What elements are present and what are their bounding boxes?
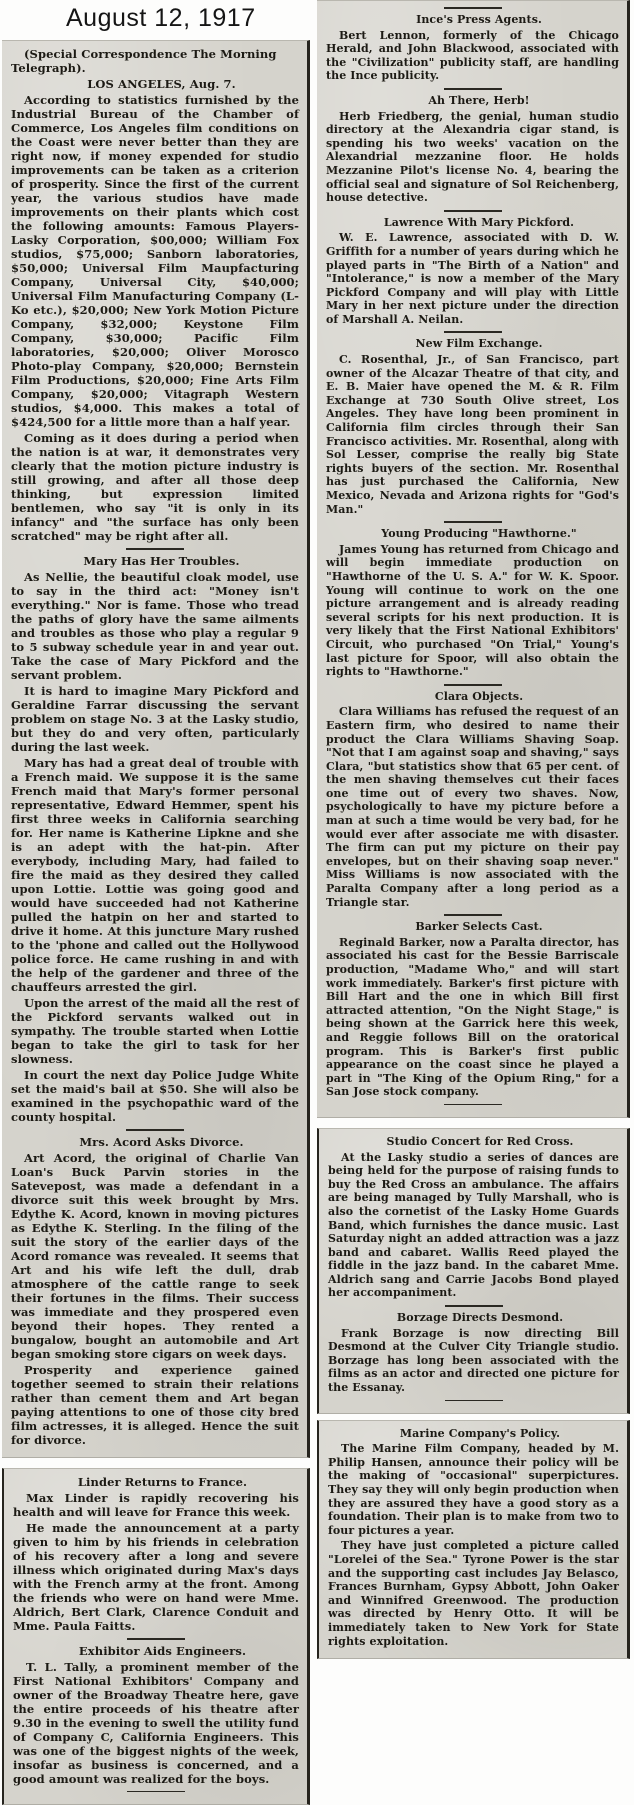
article-divider [127,1791,185,1792]
article-paragraph: The Marine Film Company, headed by M. Philip Hansen, announce their policy will be the making of "occasional" superpictures. They say they will only begin production when they are assured they have a good story as a foundation. Their plan is to make from two to four pictures a year. [328,1442,619,1537]
article-paragraph: Coming as it does during a period when the nation is at war, it demonstrates very clearly that the motion picture industry is still growing, and after all those deep thinking, but expression limited bentlemen, who say "it is only in its infancy" and "the surface has only been scratched" may be right after all. [11,431,299,543]
article-paragraph: T. L. Tally, a prominent member of the First National Exhibitors' Company and owner of the Broadway Theatre here, gave the entire proceeds of his theatre after 9.30 in the evening to swell the utility fund of Company C, California Engineers. This was one of the biggest nights of the week, insofar as business is concerned, and a good amount was realized for the boys. [13,1660,299,1786]
article-divider [127,1638,185,1640]
article-paragraph: Herb Friedberg, the genial, human studio directory at the Alexandria cigar stand, is spending his two weeks' vacation on the Alexandrial mezzanine floor. He holds Mezzanine Pilot's license No. 4, bearing the official seal and signature of Sol Reichenberg, house detective. [326,109,619,205]
article-paragraph: They have just completed a picture called "Lorelei of the Sea." Tyrone Power is the star and the supporting cast includes Jay Belasco, Frances Burnham, Gypsy Abbott, John Oaker and Winnifred Greenwood. The production was directed by Henry Otto. It will be immediately taken to New York for State rights exploitation. [328,1539,619,1648]
article-divider [444,1104,502,1105]
article-divider [444,88,502,90]
scan-gap [2,1458,310,1468]
article-paragraph: Art Acord, the original of Charlie Van Loan's Buck Parvin stories in the Satevepost, was made a defendant in a divorce suit this week brought by Mrs. Edythe K. Acord, known in moving pictures as Edythe K. Sterling. In the filing of the suit the story of the earlier days of the Acord romance was revealed. It seems that Art and his wife left the dull, drab atmosphere of the cattle range to seek their fortunes in the films. Their success was immediate and they prospered even beyond their hopes. They rented a bungalow, bought an automobile and Art began smoking store cigars on week days. [11,1151,299,1361]
article-headline: Linder Returns to France. [77,1475,248,1489]
byline: (Special Correspondence The Morning Telegraph). [11,47,277,75]
article-divider [444,684,502,686]
right-column [317,0,630,1659]
article-headline: Marine Company's Policy. [399,1426,561,1440]
article-headline: Lawrence With Mary Pickford. [383,215,575,229]
article-paragraph: At the Lasky studio a series of dances are being held for the purpose of raising funds to buy the Red Cross an ambulance. The affairs are being managed by Tully Marshall, who is also the cornetist of the Lasky Home Guards Band, which furnishes the dance music. Last Saturday night an added attraction was a jazz band and cabaret. Wallis Reed played the fiddle in the jazz band. In the cabaret Mme. Aldrich sang and Carrie Jacobs Bond played her accompaniment. [328,1150,619,1300]
article-headline: Young Producing "Hawthorne." [381,527,577,541]
article-paragraph: According to statistics furnished by the Industrial Bureau of the Chamber of Commerce, Los Angeles film conditions on the Coast were never better than they are right now, if money expended for studio improvements can be taken as a criterion of prosperity. Since the first of the current year, the various studios have made improvements on their plants which cost the following amounts: Famous Players-Lasky Corporation, $00,000; William Fox studios, $75,000; Sanborn laboratories, $50,000; Universal Film Maupfacturing Company, Universal City, $40,000; Universal Film Manufacturing Company (L-Ko etc.), $20,000; New York Motion Picture Company, $32,000; Keystone Film Company, $30,000; Pacific Film laboratories, $20,000; Oliver Morosco Photo-play Company, $20,000; Bernstein Film Productions, $20,000; Fine Arts Film Company, $20,000; Vitagraph Western studios, $4,000. This makes a total of $424,500 for a little more than a half year. [11,93,299,429]
article-paragraph: Prosperity and experience gained together seemed to strain their relations rather than cement them and Art began paying attentions to one of those city bred film actresses, it is alleged. Hence the suit for divorce. [11,1363,299,1447]
article-paragraph: It is hard to imagine Mary Pickford and Geraldine Farrar discussing the servant problem on stage No. 3 at the Lasky studio, but they do and very often, particularly during the last week. [11,684,299,754]
article-headline: Mrs. Acord Asks Divorce. [79,1135,244,1149]
article-headline: Mary Has Her Troubles. [83,554,240,568]
article-paragraph: Clara Williams has refused the request of an Eastern firm, who desired to name their product the Clara Williams Shaving Soap. "Not that I am against soap and shaving," says Clara, "but statistics show that 65 per cent. of the men shaving themselves cut their faces one time out of every two shaves. Now, psychologically to have my picture before a man at such a time would be very bad, for he would ever after associate me with disaster. The firm can put my picture on their pay envelopes, but on their shaving soap never." Miss Williams is now associated with the Paralta Company after a long period as a Triangle star. [326,705,619,909]
article-paragraph: James Young has returned from Chicago and will begin immediate production on "Hawthorne of the U. S. A." for W. K. Spoor. Young will continue to work on the one picture arrangement and is already reading several scripts for his next production. It is very likely that the First National Exhibitors' Circuit, who purchased "On Trial," Young's last picture for Spoor, will also obtain the rights to "Hawthorne." [326,542,619,679]
article-paragraph: As Nellie, the beautiful cloak model, use to say in the third act: "Money isn't everything." Nor is fame. Those who tread the paths of glory have the same ailments and troubles as those who play a regular 9 to 5 subway schedule year in and year out. Take the case of Mary Pickford and the servant problem. [11,570,299,682]
article-paragraph: Max Linder is rapidly recovering his health and will leave for France this week. [13,1491,299,1519]
clipping-strip-right-middle [317,1128,630,1414]
article-paragraph: He made the announcement at a party given to him by his friends in celebration of his recovery after a long and severe illness which originated during Max's days with the French army at the front. Among the friends who were on hand were Mme. Aldrich, Bert Clark, Clarence Conduit and Mme. Paula Faitts. [13,1521,299,1633]
article-divider [445,1400,503,1401]
article-headline: Studio Concert for Red Cross. [386,1134,574,1148]
article-divider [126,548,184,550]
article-divider [445,1305,503,1307]
article-headline: Exhibitor Aids Engineers. [78,1644,247,1658]
article-paragraph: Upon the arrest of the maid all the rest of the Pickford servants walked out in sympathy. The trouble started when Lottie began to take the girl to task for her slowness. [11,996,299,1066]
article-paragraph: Bert Lennon, formerly of the Chicago Herald, and John Blackwood, associated with the "Civilization" publicity staff, are handling the Ince publicity. [326,28,619,83]
article-divider [444,331,502,333]
article-divider [444,914,502,916]
article-divider [444,7,502,9]
article-headline: Clara Objects. [434,689,524,703]
article-headline: New Film Exchange. [415,337,543,351]
clipping-strip-left-main [2,40,310,1458]
article-headline: Barker Selects Cast. [415,920,543,934]
article-divider [444,521,502,523]
article-divider [126,1129,184,1131]
article-paragraph: Mary has had a great deal of trouble with a French maid. We suppose it is the same French maid that Mary's former personal representative, Edward Hemmer, spent his first three weeks in California searching for. Her name is Katherine Lipkne and she is an adept with the hat-pin. After everybody, including Mary, had failed to fire the maid as they desired they called upon Lottie. Lottie was going good and would have succeeded had not Katherine pulled the hatpin on her and started to drive it home. At this juncture Mary rushed to the 'phone and called out the Hollywood police force. He came rushing in and with the help of the gardener and three of the chauffeurs arrested the girl. [11,756,299,994]
article-paragraph: In court the next day Police Judge White set the maid's bail at $50. She will also be examined in the psychopathic ward of the county hospital. [11,1068,299,1124]
article-paragraph: C. Rosenthal, Jr., of San Francisco, part owner of the Alcazar Theatre of that city, and E. B. Maier have opened the M. & R. Film Exchange at 730 South Olive street, Los Angeles. They have long been prominent in California film circles through their San Francisco activities. Mr. Rosenthal, along with Sol Lesser, comprise the really big State rights buyers of the section. Mr. Rosenthal has just purchased the California, New Mexico, Nevada and Arizona rights for "God's Man." [326,353,619,516]
clipping-strip-left-bottom [2,1468,310,1805]
article-paragraph: Frank Borzage is now directing Bill Desmond at the Culver City Triangle studio. Borzage has long been associated with the films as an actor and directed one picture for the Essanay. [328,1326,619,1395]
article-divider [444,210,502,212]
page-date-heading: August 12, 1917 [66,4,256,32]
left-column [2,40,310,1805]
article-headline: Ah There, Herb! [428,93,530,107]
dateline: LOS ANGELES, Aug. 7. [87,77,236,91]
article-paragraph: W. E. Lawrence, associated with D. W. Griffith for a number of years during which he played parts in "The Birth of a Nation" and "Intolerance," is now a member of the Mary Pickford Company and will play with Little Mary in her next picture under the direction of Marshall A. Neilan. [326,231,619,326]
article-headline: Borzage Directs Desmond. [396,1311,564,1325]
clipping-strip-right-bottom [317,1420,630,1660]
clipping-strip-right-top [317,0,630,1118]
article-headline: Ince's Press Agents. [416,13,542,26]
article-paragraph: Reginald Barker, now a Paralta director, has associated his cast for the Bessie Barriscale production, "Madame Who," and will start work immediately. Barker's first picture with Bill Hart and the one in which Bill first attracted attention, "On the Night Stage," is being shown at the Garrick here this week, and Reggie follows Bill on the oratorical program. This is Barker's first public appearance on the coast since he played a part in "The King of the Opium Ring," for a San Jose stock company. [326,935,619,1099]
scan-gap [317,1118,630,1128]
